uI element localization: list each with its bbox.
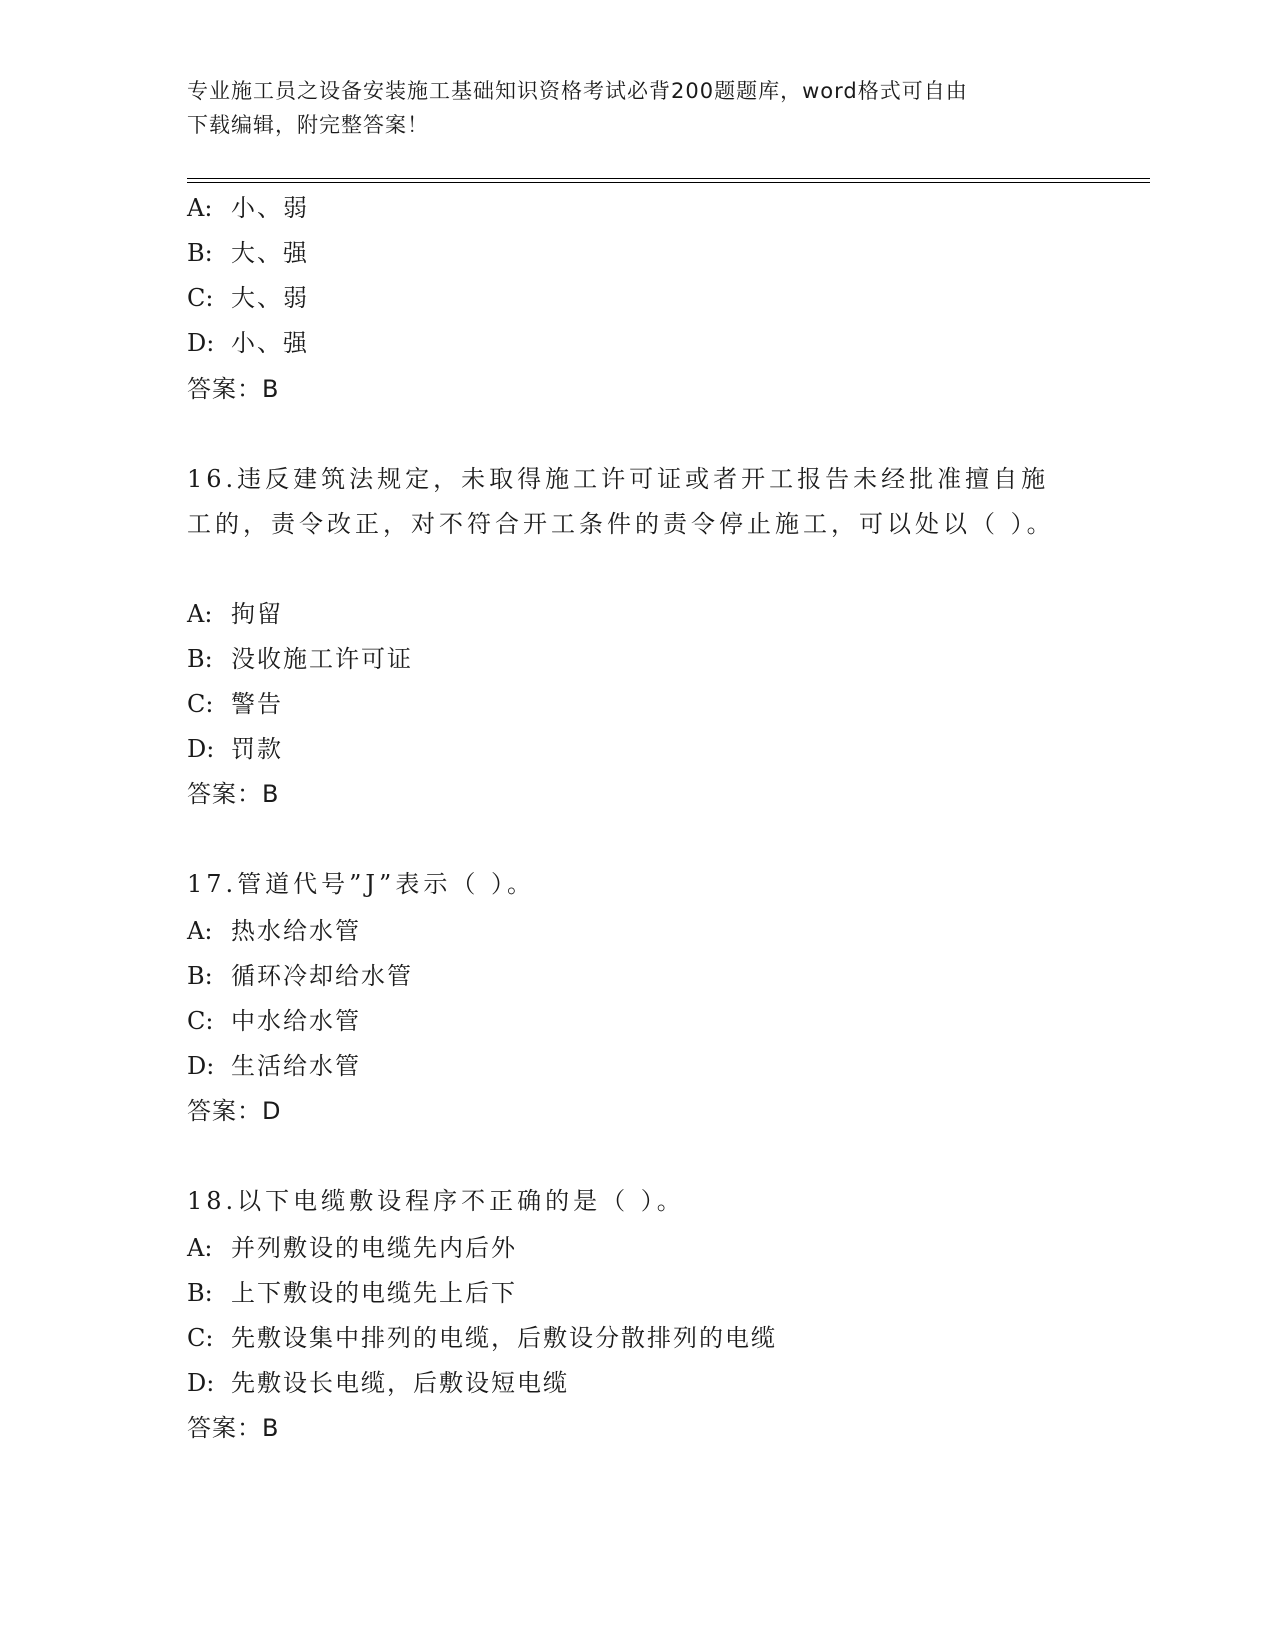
header-divider [187, 178, 1150, 179]
option-a [187, 598, 283, 630]
option-letter: C: [187, 690, 214, 718]
option-text: 先敷设长电缆，后敷设短电缆 [231, 1369, 569, 1397]
question-18-text: 18.以下电缆敷设程序不正确的是（ ）。 [187, 1187, 685, 1215]
option-letter: D: [187, 1052, 215, 1080]
question-16-text: 16.违反建筑法规定，未取得施工许可证或者开工报告未经批准擅自施工的，责令改正，对不符合开工条件的责令停止施工，可以处以（ ）。 [187, 465, 1055, 538]
option-d [187, 733, 283, 765]
option-text: 大、强 [231, 239, 309, 267]
option-text: 小、强 [231, 329, 309, 357]
option-b [187, 237, 309, 269]
option-d [187, 1050, 361, 1082]
option-a [187, 915, 361, 947]
option-text: 拘留 [231, 600, 283, 628]
option-c [187, 1322, 777, 1354]
option-text: 循环冷却给水管 [231, 962, 413, 990]
option-text: 并列敷设的电缆先内后外 [231, 1234, 517, 1262]
option-letter: C: [187, 1007, 214, 1035]
option-c [187, 282, 309, 314]
option-c [187, 1005, 361, 1037]
option-text: 没收施工许可证 [231, 645, 413, 673]
option-letter: B: [187, 645, 213, 673]
option-letter: A: [187, 1234, 213, 1262]
option-b [187, 1277, 517, 1309]
answer-line: 答案：D [187, 1097, 282, 1125]
option-text: 小、弱 [231, 194, 309, 222]
option-letter: B: [187, 1279, 213, 1307]
option-d [187, 1367, 569, 1399]
option-letter: A: [187, 917, 213, 945]
answer-line: 答案：B [187, 1414, 280, 1442]
option-text: 热水给水管 [231, 917, 361, 945]
option-text: 生活给水管 [231, 1052, 361, 1080]
header-line-2: 下载编辑，附完整答案！ [187, 113, 429, 137]
option-letter: D: [187, 735, 215, 763]
question-17-text: 17.管道代号”J”表示（ ）。 [187, 870, 535, 898]
option-d [187, 327, 309, 359]
option-letter: A: [187, 194, 213, 222]
answer-line: 答案：B [187, 780, 280, 808]
option-a [187, 192, 309, 224]
option-letter: B: [187, 962, 213, 990]
option-text: 警告 [231, 690, 283, 718]
option-text: 中水给水管 [231, 1007, 361, 1035]
header-line-1: 专业施工员之设备安装施工基础知识资格考试必背200题题库，word格式可自由 [187, 79, 968, 103]
answer-line: 答案：B [187, 375, 280, 403]
option-letter: B: [187, 239, 213, 267]
header-divider [187, 182, 1150, 183]
option-letter: C: [187, 284, 214, 312]
option-text: 罚款 [231, 735, 283, 763]
document-header [187, 74, 1087, 142]
option-text: 大、弱 [231, 284, 309, 312]
option-letter: D: [187, 329, 215, 357]
option-letter: A: [187, 600, 213, 628]
option-letter: D: [187, 1369, 215, 1397]
option-b [187, 643, 413, 675]
option-letter: C: [187, 1324, 214, 1352]
option-b [187, 960, 413, 992]
option-a [187, 1232, 517, 1264]
option-text: 先敷设集中排列的电缆，后敷设分散排列的电缆 [231, 1324, 777, 1352]
option-c [187, 688, 283, 720]
option-text: 上下敷设的电缆先上后下 [231, 1279, 517, 1307]
